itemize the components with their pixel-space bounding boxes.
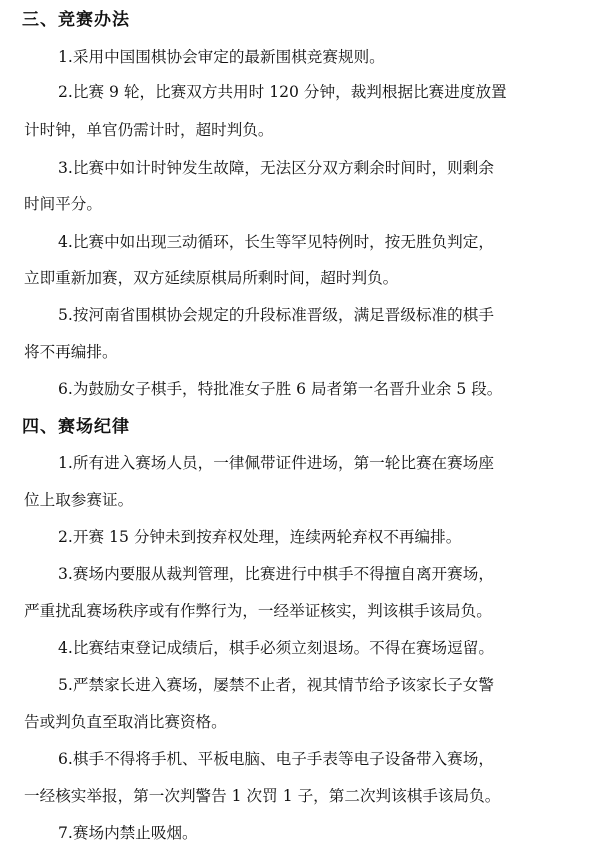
s3-item-2-line-2: 计时钟，单官仍需计时，超时判负。	[24, 121, 274, 139]
s3-item-5-line-1: 5.按河南省围棋协会规定的升段标准晋级，满足晋级标准的棋手	[58, 306, 494, 324]
s3-item-1-line-1: 1.采用中国围棋协会审定的最新围棋竞赛规则。	[58, 48, 385, 66]
s4-item-4-line-1: 4.比赛结束登记成绩后，棋手必须立刻退场。不得在赛场逗留。	[58, 639, 494, 657]
s4-item-2-line-1: 2.开赛 15 分钟未到按弃权处理，连续两轮弃权不再编排。	[58, 528, 462, 546]
s3-item-4-line-1: 4.比赛中如出现三动循环，长生等罕见特例时，按无胜负判定，	[58, 233, 494, 251]
s3-item-5-line-2: 将不再编排。	[24, 343, 118, 361]
s4-item-6-line-1: 6.棋手不得将手机、平板电脑、电子手表等电子设备带入赛场，	[58, 750, 494, 768]
s4-item-3-line-2: 严重扰乱赛场秩序或有作弊行为，一经举证核实，判该棋手该局负。	[24, 602, 492, 620]
s4-item-5-line-1: 5.严禁家长进入赛场，屡禁不止者，视其情节给予该家长子女警	[58, 676, 494, 694]
section-3-heading: 三、竞赛办法	[22, 10, 130, 30]
s4-item-6-line-2: 一经核实举报，第一次判警告 1 次罚 1 子，第二次判该棋手该局负。	[24, 787, 501, 805]
s4-item-3-line-1: 3.赛场内要服从裁判管理，比赛进行中棋手不得擅自离开赛场，	[58, 565, 494, 583]
s3-item-3-line-1: 3.比赛中如计时钟发生故障，无法区分双方剩余时间时，则剩余	[58, 159, 494, 177]
s3-item-6-line-1: 6.为鼓励女子棋手，特批准女子胜 6 局者第一名晋升业余 5 段。	[58, 380, 503, 398]
s4-item-1-line-2: 位上取参赛证。	[24, 491, 134, 509]
s4-item-5-line-2: 告或判负直至取消比赛资格。	[24, 713, 227, 731]
section-4-heading: 四、赛场纪律	[22, 417, 130, 437]
s4-item-1-line-1: 1.所有进入赛场人员，一律佩带证件进场，第一轮比赛在赛场座	[58, 454, 494, 472]
s3-item-3-line-2: 时间平分。	[24, 195, 102, 213]
s4-item-7-line-1: 7.赛场内禁止吸烟。	[58, 824, 198, 842]
s3-item-2-line-1: 2.比赛 9 轮，比赛双方共用时 120 分钟，裁判根据比赛进度放置	[58, 83, 507, 101]
s3-item-4-line-2: 立即重新加赛，双方延续原棋局所剩时间，超时判负。	[24, 269, 399, 287]
